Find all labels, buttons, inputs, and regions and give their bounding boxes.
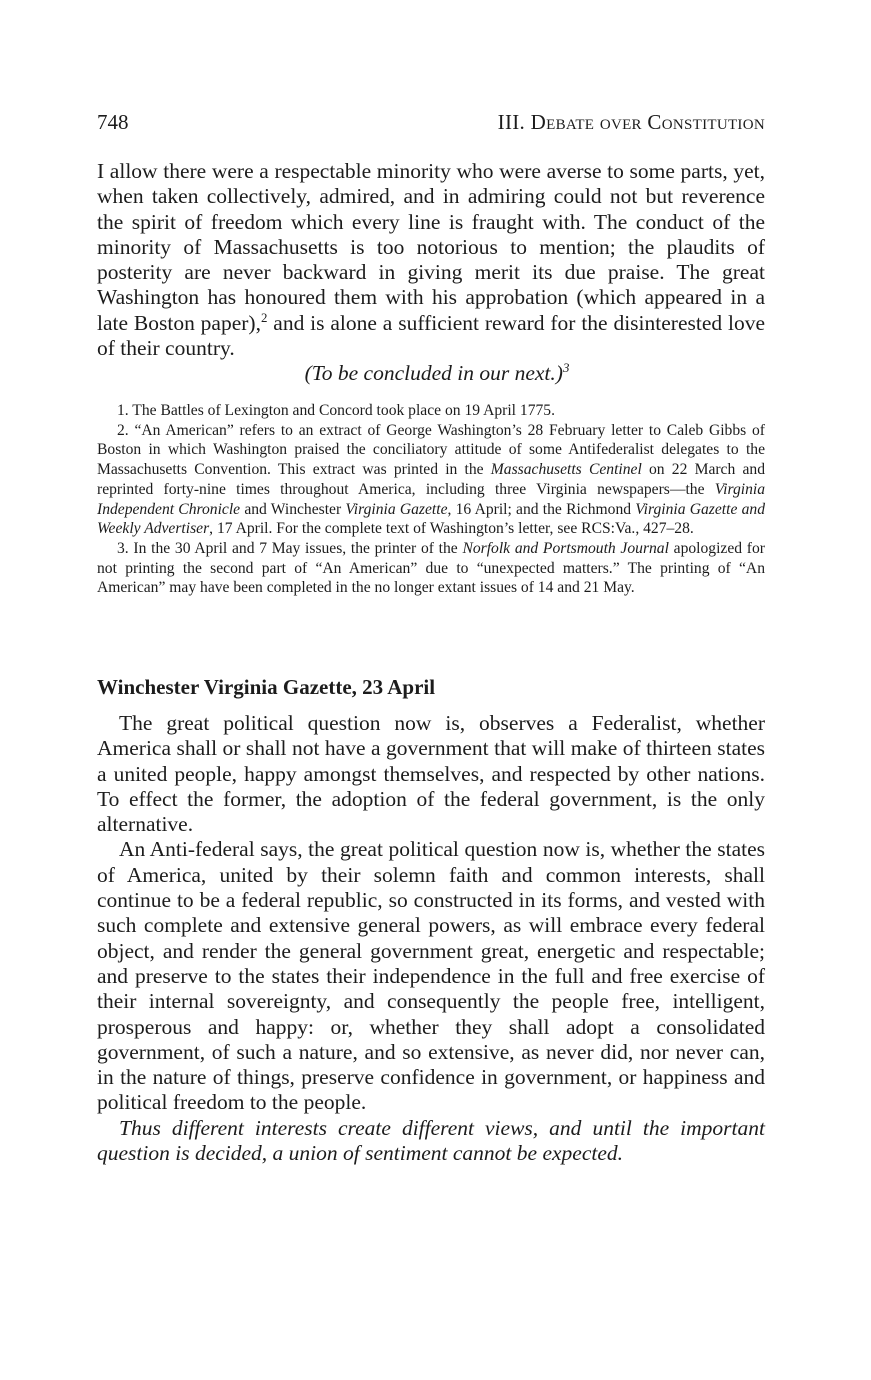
footnote-2: 2. “An American” refers to an extract of George Washington’s 28 February letter to Caleb Gibbs of Boston in which Washington praised the conciliatory attitude of some Antifederalist delegates to the Massachusetts Convention. This extract was printed in the Massachusetts Centinel on 22 March and reprinted forty-nine times throughout America, including three Virginia newspapers—the Virginia Independent Chronicle and Winchester Virginia Gazette, 16 April; and the Richmond Virginia Gazette and Weekly Advertiser, 17 April. For the complete text of Washington’s letter, see RCS:Va., 427–28. — [97, 421, 766, 538]
document-heading: Winchester Virginia Gazette, 23 April — [97, 675, 436, 699]
to-be-concluded-line: (To be concluded in our next.)$^3$ — [304, 361, 570, 386]
document-body — [97, 711, 765, 1166]
running-head — [97, 110, 765, 138]
note-reference: 2 — [260, 310, 268, 325]
paragraph-1: The great political question now is, observes a Federalist, whether America shall or shall not have a government that will make of thirteen states a united people, happy amongst themselves, and respected by other nations. To effect the former, the adoption of the federal government, is the only alternative. — [97, 711, 765, 837]
continued-paragraph: I allow there were a respectable minority who were averse to some parts, yet, when taken collectively, admired, and in admiring could not but reverence the spirit of freedom which every line is fraught with. The conduct of the minority of Massachusetts is too notorious to mention; the plaudits of posterity are never backward in giving merit its due praise. The great Washington has honoured them with his approbation (which appeared in a late Boston paper),$^2$ and is alone a sufficient reward for the disinterested love of their country. — [97, 159, 765, 361]
paragraph-2: An Anti-federal says, the great political question now is, whether the states of America, united by their solemn faith and common interests, shall continue to be a federal republic, so constructed in its forms, and vested with such complete and extensive general powers, as will embrace every federal object, and render the general government great, energetic and respectable; and preserve to the states their independence in the full and free exercise of their internal sovereignty, and consequently the people free, intelligent, prosperous and happy: or, whether they shall adopt a consolidated government, of such a nature, and so extensive, as never did, nor never can, in the nature of things, preserve confidence in government, or happiness and political freedom to the people. — [97, 837, 765, 1115]
page-number: 748 — [97, 110, 129, 134]
footnotes — [97, 401, 765, 598]
footnote-3: 3. In the 30 April and 7 May issues, the printer of the Norfolk and Portsmouth Journal apologized for not printing the second part of “An American” due to “unexpected matters.” The printing of “An American” may have been completed in the no longer extant issues of 14 and 21 May. — [97, 539, 765, 597]
continued-essay — [97, 159, 765, 387]
running-head-title: III. Debate over Constitution — [497, 110, 765, 134]
paragraph-3: Thus different interests create different views, and until the important question is decided, a union of sentiment cannot be expected. — [97, 1115, 765, 1166]
note-reference: 3 — [562, 361, 570, 376]
footnote-1: 1. The Battles of Lexington and Concord took place on 19 April 1775. — [117, 402, 555, 419]
